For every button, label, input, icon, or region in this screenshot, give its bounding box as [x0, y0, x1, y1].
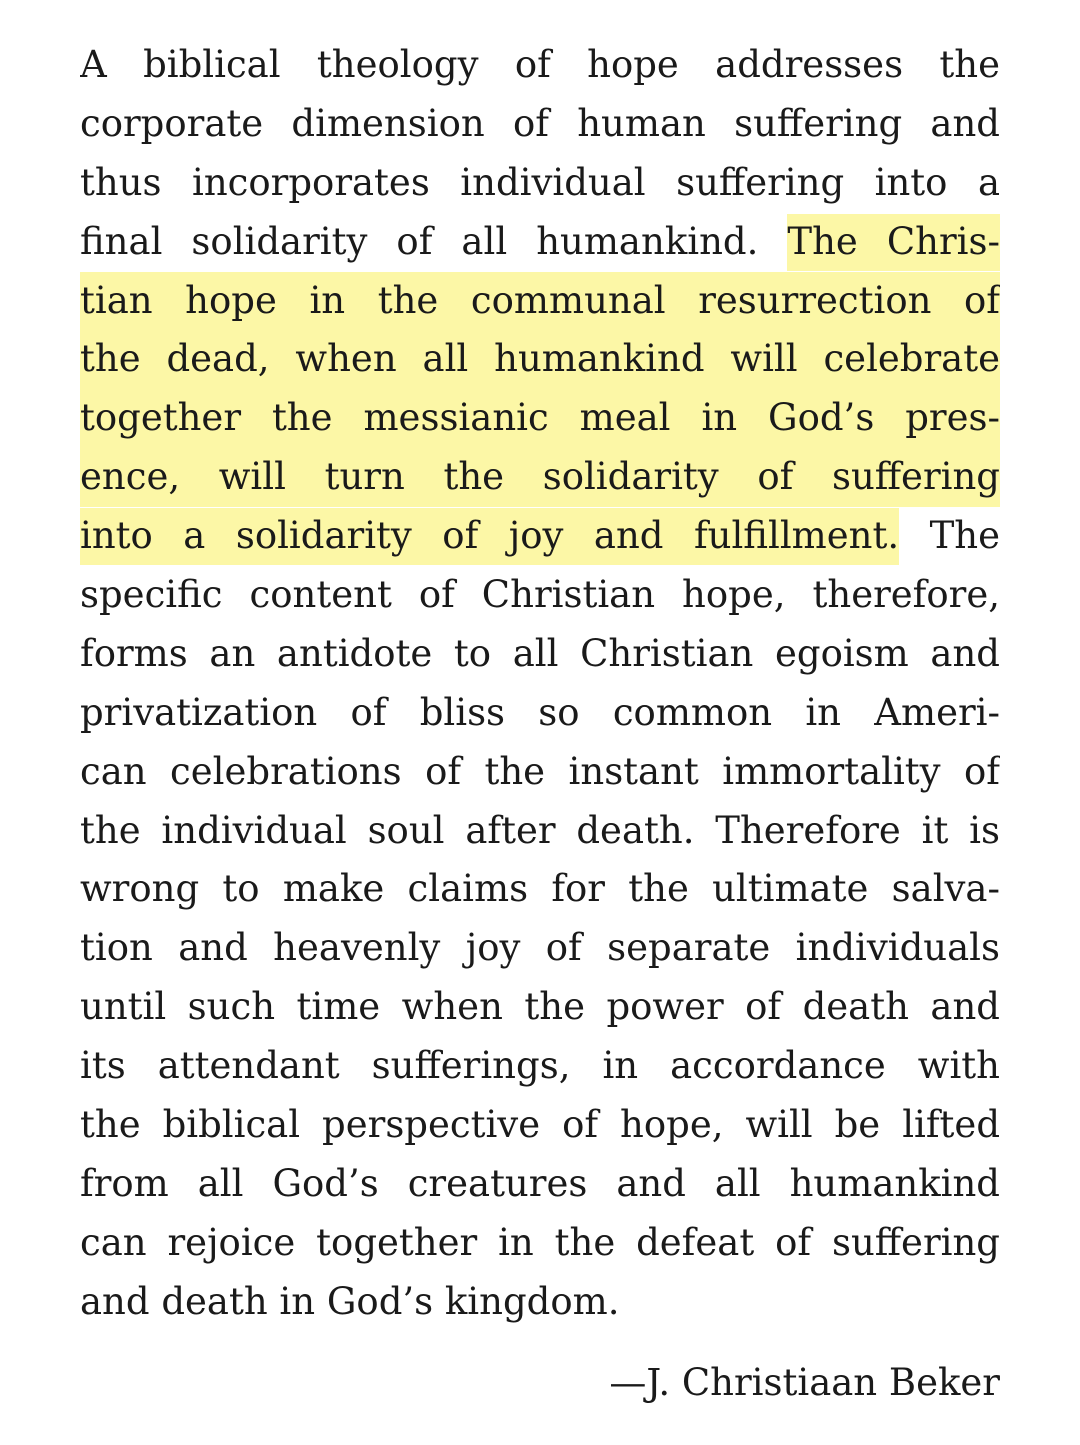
passage-line-12: [80, 684, 1000, 743]
passage-line-4: [80, 213, 1000, 272]
line-text: forms an antidote to all Christian egoism and: [80, 631, 1000, 675]
line-text: wrong to make claims for the ultimate salva-: [80, 867, 1000, 911]
passage-line-3: [80, 154, 1000, 213]
line-text: its attendant sufferings, in accordance with: [80, 1044, 1000, 1088]
passage-line-7: [80, 389, 1000, 448]
passage-line-19: [80, 1096, 1000, 1155]
passage-line-8: [80, 448, 1000, 507]
line-text: final solidarity of all humankind.: [80, 219, 788, 263]
passage-line-21: [80, 1214, 1000, 1273]
passage-line-1: [80, 36, 1000, 95]
passage-line-16: [80, 919, 1000, 978]
passage-line-20: [80, 1155, 1000, 1214]
line-text: The: [899, 514, 1000, 558]
line-text: and death in God’s kingdom.: [80, 1279, 620, 1323]
passage-line-14: [80, 802, 1000, 861]
passage-line-6: [80, 330, 1000, 389]
line-text: until such time when the power of death and: [80, 985, 1000, 1029]
highlighted-text[interactable]: into a solidarity of joy and fulfillment.: [80, 508, 899, 565]
quote-passage: [80, 36, 1000, 1413]
line-text: can celebrations of the instant immortality of: [80, 749, 1000, 793]
passage-line-9: [80, 507, 1000, 566]
line-text: A biblical theology of hope addresses the: [80, 43, 1000, 86]
passage-line-5: [80, 272, 1000, 331]
passage-line-13: [80, 743, 1000, 802]
highlighted-text[interactable]: The Chris-: [787, 214, 1000, 271]
line-text: specific content of Christian hope, therefore,: [80, 573, 1000, 617]
passage-line-11: [80, 625, 1000, 684]
line-text: tion and heavenly joy of separate individuals: [80, 926, 1000, 970]
passage-line-18: [80, 1037, 1000, 1096]
highlighted-text[interactable]: together the messianic meal in God’s pres-: [80, 396, 1000, 440]
passage-line-22: [80, 1273, 1000, 1332]
line-text: the individual soul after death. Therefore it is: [80, 808, 1000, 852]
line-text: the biblical perspective of hope, will be lifted: [80, 1103, 1000, 1147]
quote-attribution: —J. Christiaan Beker: [609, 1360, 1000, 1404]
line-text: from all God’s creatures and all humankind: [80, 1161, 1000, 1205]
highlighted-text[interactable]: the dead, when all humankind will celebrate: [80, 337, 1000, 381]
highlighted-text[interactable]: tian hope in the communal resurrection of: [80, 278, 1000, 322]
passage-line-10: [80, 566, 1000, 625]
passage-line-2: [80, 95, 1000, 154]
line-text: thus incorporates individual suffering into a: [80, 160, 1000, 204]
line-text: can rejoice together in the defeat of suffering: [80, 1220, 1000, 1264]
highlighted-text[interactable]: ence, will turn the solidarity of suffering: [80, 455, 1000, 499]
line-text: corporate dimension of human suffering and: [80, 101, 1000, 145]
passage-line-15: [80, 860, 1000, 919]
passage-line-17: [80, 978, 1000, 1037]
line-text: privatization of bliss so common in Ameri-: [80, 690, 1000, 734]
